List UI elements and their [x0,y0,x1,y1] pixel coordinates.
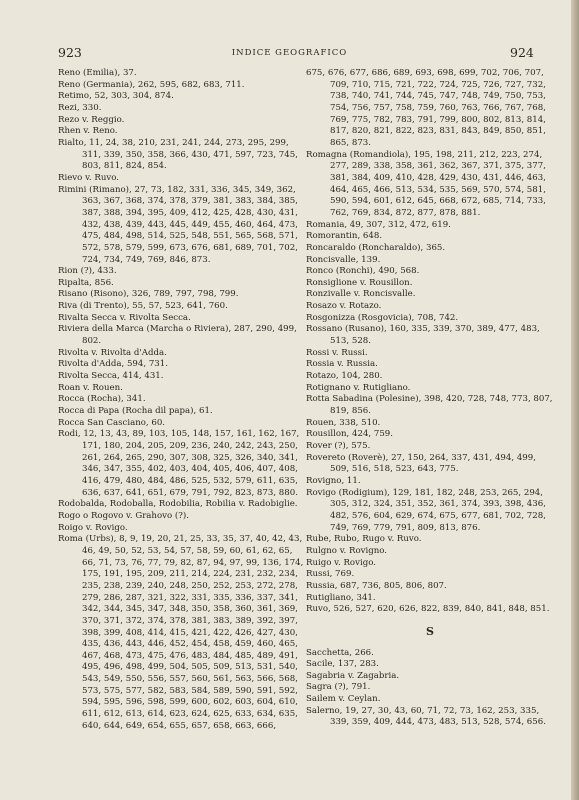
index-column-right [306,68,554,729]
index-entry: Sailem v. Ceylan. [306,694,381,705]
index-entry: Rialto, 11, 24, 38, 210, 231, 241, 244, 273, 295, 299, 311, 339, 350, 358, 366, 430, 471, 597, 723, 745, 803, 811, 824, 854. [58,137,298,172]
index-entry: Rossano (Rusano), 160, 335, 339, 370, 389, 477, 483, 513, 528. [306,324,540,347]
index-entry: Rievo v. Ruvo. [58,172,119,183]
index-entry: Rotta Sabadina (Polesine), 398, 420, 728, 748, 773, 807, 819, 856. [306,394,553,417]
index-entry: Romania, 49, 307, 312, 472, 619. [306,219,451,230]
index-entry: Rosazo v. Rotazo. [306,301,382,312]
index-entry: Ronco (Ronchi), 490, 568. [306,266,420,277]
index-entry: Rocca (Rocha), 341. [58,394,146,405]
index-entry: Rezi, 330. [58,102,102,113]
index-entry: Ruigo v. Rovigo. [306,557,376,568]
index-entry: Reno (Emilia), 37. [58,68,137,78]
page-number-right: 924 [510,45,534,60]
index-entry: Rube, Rubo, Rugo v. Ruvo. [306,534,422,545]
index-entry: Rivalta Secca v. Rivolta Secca. [58,312,191,323]
index-entry: Rogo o Rogovo v. Grahovo (?). [58,510,189,521]
running-title: INDICE GEOGRAFICO [231,48,348,58]
index-entry: Rouen, 338, 510. [306,417,381,428]
index-entry: Roma (Urbs), 8, 9, 19, 20, 21, 25, 33, 35, 37, 40, 42, 43, 46, 49, 50, 52, 53, 54, 57, 58, 59, 60, 61, 62, 65, 66, 71, 73, 76, 77, 79, 82, 87, 94, 97, 99, 136, 174, 175, 191, 195, 209, 211, 214, 224, 231, 232, 234, 235, 238, 239, 240, 248, 250, 252, 253, 272, 278, 279, 286, 287, 321, 322, 331, 335, 336, 337, 341, 342, 344, 345, 347, 348, 350, 358, 360, 361, 369, 370, 371, 372, 374, 378, 381, 383, 389, 392, 397, 398, 399, 408, 414, 415, 421, 422, 426, 427, 430, 435, 436, 443, 446, 452, 454, 458, 459, 460, 465, 467, 468, 473, 475, 476, 483, 484, 485, 489, 491, 495, 496, 498, 499, 504, 505, 509, 513, 531, 540, 543, 549, 550, 556, 557, 560, 561, 563, 566, 568, 573, 575, 577, 582, 583, 584, 589, 590, 591, 592, 594, 595, 596, 598, 599, 600, 602, 603, 604, 610, 611, 612, 613, 614, 623, 624, 625, 633, 634, 635, 640, 644, 649, 654, 655, 657, 658, 663, 666, [58,534,304,731]
index-entry: Riviera della Marca (Marcha o Riviera), 287, 290, 499, 802. [58,324,297,347]
index-entry: Sacile, 137, 283. [306,659,379,670]
index-entry: Rossi v. Russi. [306,347,368,358]
index-entry: Rovigno, 11. [306,475,361,486]
index-entry: Roigo v. Rovigo. [58,522,128,533]
index-entry: Romorantin, 648. [306,231,383,242]
index-entry: Romagna (Romandiola), 195, 198, 211, 212, 223, 274, 277, 289, 338, 358, 361, 362, 367, 371, 375, 377, 381, 384, 409, 410, 428, 429, 430, 431, 446, 463, 464, 465, 466, 513, 534, 535, 569, 570, 574, 581, 590, 594, 601, 612, 645, 668, 672, 685, 714, 733, 762, 769, 834, 872, 877, 878, 881. [306,149,546,218]
index-entry: Russi, 769. [306,569,355,580]
index-entry: Rulgno v. Rovigno. [306,545,388,556]
index-entry: Russia, 687, 736, 805, 806, 807. [306,580,447,591]
index-entry: Ronzivalle v. Roncisvalle. [306,289,416,300]
index-entry: Rivolta v. Rivolta d'Adda. [58,347,167,358]
index-entries-s [306,648,554,730]
page-number-left: 923 [58,45,82,60]
index-entry: Roan v. Rouen. [58,382,123,393]
index-entry: Rosgonizza (Rosgovicia), 708, 742. [306,312,459,323]
index-entry: Rodi, 12, 13, 43, 89, 103, 105, 148, 157, 161, 162, 167, 171, 180, 204, 205, 209, 236, 240, 242, 243, 250, 261, 264, 265, 290, 307, 308, 325, 326, 340, 341, 346, 347, 355, 402, 403, 404, 405, 406, 407, 408, 416, 479, 480, 484, 486, 525, 532, 579, 611, 635, 636, 637, 641, 651, 679, 791, 792, 823, 873, 880. [58,429,300,498]
index-entry: Rovereto (Roverè), 27, 150, 264, 337, 431, 494, 499, 509, 516, 518, 523, 643, 775. [306,452,536,475]
index-entry: 675, 676, 677, 686, 689, 693, 698, 699, 702, 706, 707, 709, 710, 715, 721, 722, 724, 725, 726, 727, 732, 738, 740, 741, 744, 745, 747, 748, 749, 750, 753, 754, 756, 757, 758, 759, 760, 763, 766, 767, 768, 769, 775, 782, 783, 791, 799, 800, 802, 813, 814, 817, 820, 821, 822, 823, 831, 843, 849, 850, 851, 865, 873. [306,68,546,148]
index-entry: Sagra (?), 791. [306,682,371,693]
index-entry: Ripalta, 856. [58,277,114,288]
index-entry: Roncaraldo (Roncharaldo), 365. [306,242,446,253]
index-entry: Rotazo, 104, 280. [306,371,383,382]
index-entry: Ruvo, 526, 527, 620, 626, 822, 839, 840, 841, 848, 851. [306,604,550,615]
index-entry: Rivolta d'Adda, 594, 731. [58,359,168,370]
index-entry: Rover (?), 575. [306,441,371,451]
index-entry: Rocca di Papa (Rocha dil papa), 61. [58,406,213,417]
index-entry: Rimini (Rimano), 27, 73, 182, 331, 336, 345, 349, 362, 363, 367, 368, 374, 378, 379, 381, 383, 384, 385, 387, 388, 394, 395, 409, 412, 425, 428, 430, 431, 432, 438, 439, 443, 445, 449, 455, 460, 464, 473, 475, 484, 498, 514, 525, 548, 551, 565, 568, 571, 572, 578, 579, 599, 673, 676, 681, 689, 701, 702, 724, 734, 749, 769, 846, 873. [58,184,298,265]
index-entry: Reno (Germania), 262, 595, 682, 683, 711. [58,79,245,90]
section-letter-s: S [426,624,434,638]
index-entry: Rutigliano, 341. [306,592,376,603]
index-entry: Rotignano v. Rutigliano. [306,382,411,393]
index-entry: Rossia v. Russia. [306,359,378,370]
index-entry: Risano (Risono), 326, 789, 797, 798, 799. [58,289,239,300]
index-entry: Ronsiglione v. Rousillon. [306,277,413,288]
index-entries-r [306,68,554,616]
index-entry: Roncisvalle, 139. [306,254,381,265]
index-entry: Riva (di Trento), 55, 57, 523, 641, 760. [58,301,228,312]
index-entry: Rivolta Secca, 414, 431. [58,371,164,382]
page-header [0,45,579,65]
index-entry: Salerno, 19, 27, 30, 43, 60, 71, 72, 73, 162, 253, 335, 339, 359, 409, 444, 473, 483, 513, 528, 574, 656. [306,705,546,728]
index-entry: Rousillon, 424, 759. [306,429,394,440]
index-entry: Sacchetta, 266. [306,647,374,658]
index-entry: Rhen v. Reno. [58,126,118,137]
index-entry: Rocca San Casciano, 60. [58,417,166,428]
index-entry: Retimo, 52, 303, 304, 874. [58,91,174,102]
index-entry: Rodobalda, Rodoballa, Rodobilia, Robilia v. Radobiglie. [58,499,298,510]
index-column-left [58,68,304,732]
index-entry: Sagabria v. Zagabria. [306,670,400,681]
index-entry: Rezo v. Reggio. [58,114,125,125]
book-spine-edge [571,0,579,800]
index-entry: Rion (?), 433. [58,266,117,277]
index-entry: Rovigo (Rodigium), 129, 181, 182, 248, 253, 265, 294, 305, 312, 324, 351, 352, 361, 374, 393, 398, 436, 482, 576, 604, 629, 674, 675, 677, 681, 702, 728, 749, 769, 779, 791, 809, 813, 876. [306,487,546,533]
